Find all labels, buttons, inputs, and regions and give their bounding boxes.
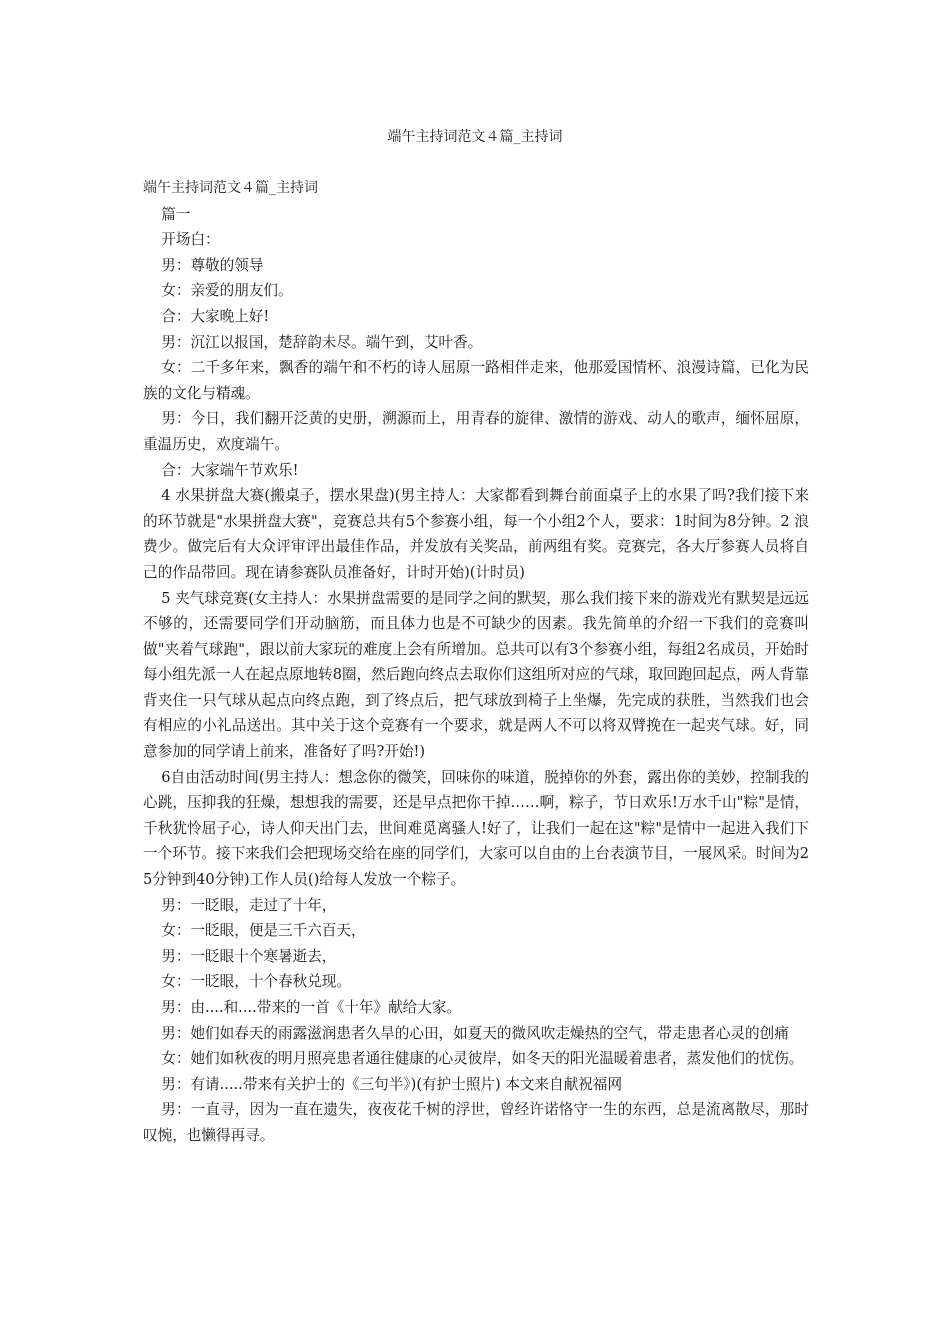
paragraph: 男：沉江以报国，楚辞韵未尽。端午到，艾叶香。 (161, 333, 483, 351)
paragraph: 男：今日，我们翻开泛黄的史册，溯源而上，用青春的旋律、激情的游戏、动人的歌声，缅怀屈原，重温历史，欢度端午。 (143, 410, 809, 453)
document-heading: 端午主持词范文４篇_主持词 (143, 180, 318, 196)
document-body (143, 176, 809, 1149)
paragraph: 5 夹气球竞赛(女主持人：水果拼盘需要的是同学之间的默契，那么我们接下来的游戏光有默契是远远不够的，还需要同学们开动脑筋，而且体力也是不可缺少的因素。我先简单的介绍一下我们的竞赛叫做"夹着气球跑"，跟以前大家玩的难度上会有所增加。总共可以有3个参赛小组，每组2名成员，开始时每小组先派一人在起点原地转8圈，然后跑向终点去取你们这组所对应的气球，取回跑回起点，两人背靠背夹住一只气球从起点向终点跑，到了终点后，把气球放到椅子上坐爆，先完成的获胜，当然我们也会有相应的小礼品送出。其中关于这个竞赛有一个要求，就是两人不可以将双臂挽在一起夹气球。好，同意参加的同学请上前来，准备好了吗?开始!) (143, 589, 810, 761)
paragraph: 4 水果拼盘大赛(搬桌子，摆水果盘)(男主持人：大家都看到舞台前面桌子上的水果了吗?我们接下来的环节就是"水果拼盘大赛"，竞赛总共有5个参赛小组，每一个小组2个人，要求：1时间为8分钟。2 浪费少。做完后有大众评审评出最佳作品，并发放有关奖品，前两组有奖。竞赛完，各大厅参赛人员将自己的作品带回。现在请参赛队员准备好，计时开始)(计时员) (143, 487, 809, 581)
paragraph: 女：一眨眼，十个春秋兑现。 (161, 973, 351, 991)
paragraph: 篇一 (161, 205, 191, 223)
paragraph: 男：一眨眼十个寒暑逝去， (161, 947, 337, 965)
paragraph: 男：一眨眼，走过了十年， (161, 896, 337, 914)
paragraph: 女：亲爱的朋友们。 (161, 282, 293, 300)
paragraph: 男：由....和....带来的一首《十年》献给大家。 (161, 999, 462, 1016)
paragraph: 女：她们如秋夜的明月照亮患者通往健康的心灵彼岸，如冬天的阳光温暖着患者，蒸发他们的忧伤。 (161, 1050, 804, 1068)
paragraph: 合：大家端午节欢乐! (161, 461, 299, 479)
paragraph: 开场白： (161, 231, 220, 249)
paragraph: 6自由活动时间(男主持人：想念你的微笑，回味你的味道，脱掉你的外套，露出你的美妙，控制我的心跳，压抑我的狂燥，想想我的需要，还是早点把你干掉……啊，粽子，节日欢乐!万水千山"粽"是情，千秋犹怜屈子心，诗人仰天出门去，世间难觅离骚人!好了，让我们一起在这"粽"是情中一起进入我们下一个环节。接下来我们会把现场交给在座的同学们，大家可以自由的上台表演节目，一展风采。时间为25分钟到40分钟)工作人员()给每人发放一个粽子。 (143, 768, 810, 889)
paragraph: 男：有请.....带来有关护士的《三句半》)(有护士照片) 本文来自献祝福网 (161, 1075, 623, 1093)
paragraph: 男：她们如春天的雨露滋润患者久旱的心田，如夏天的微风吹走燥热的空气，带走患者心灵的创痛 (161, 1024, 789, 1042)
paragraph: 女：二千多年来，飘香的端午和不朽的诗人屈原一路相伴走来，他那爱国情杯、浪漫诗篇，已化为民族的文化与精魂。 (143, 359, 809, 402)
paragraph: 男：尊敬的领导 (161, 256, 264, 274)
page-title: 端午主持词范文４篇_主持词 (387, 129, 563, 145)
paragraph: 合：大家晚上好! (161, 307, 270, 325)
paragraph: 女：一眨眼，便是三千六百天， (161, 922, 366, 940)
paragraph: 男：一直寻，因为一直在遗失，夜夜花千树的浮世，曾经许诺恪守一生的东西，总是流离散尽，那时叹惋，也懒得再寻。 (143, 1101, 809, 1144)
